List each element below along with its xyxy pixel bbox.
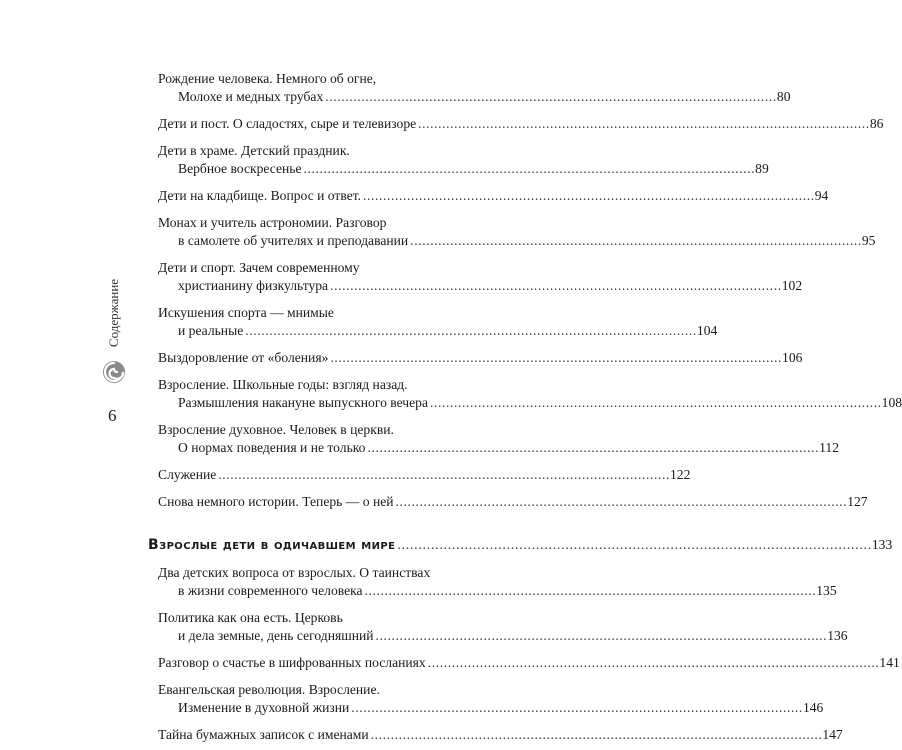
entry-page: 135 [816,583,837,598]
dot-leader [376,628,826,643]
toc-entry [148,609,848,645]
toc-entry [148,259,803,295]
dot-leader [410,233,860,248]
entry-page: 122 [669,467,691,482]
toc-entry [148,304,718,340]
entry-last-line [148,277,803,295]
dot-leader [325,89,775,104]
toc-entry [148,142,769,178]
entry-page: 112 [819,440,840,455]
entry-last-line [148,232,876,250]
entry-page: 106 [782,350,803,365]
entry-title: Тайна бумажных записок с именами [158,727,369,742]
entry-title: Изменение в духовной жизни [178,700,350,715]
entry-last-line [148,160,769,178]
dot-leader [245,323,695,338]
running-head-text: Содержание [106,278,121,348]
toc-entry [148,349,803,367]
entry-page: 147 [822,727,843,742]
dot-leader [330,350,780,365]
toc-entry [148,654,900,672]
entry-title: Молохе и медных трубах [178,89,324,104]
entry-last-line [148,627,848,645]
toc-entry [148,681,824,717]
entry-title-line: Искушения спорта — мнимые [158,305,334,320]
entry-page: 94 [814,188,829,203]
entry-title: Дети и пост. О сладостях, сыре и телевизоре [158,116,417,131]
dot-leader [363,188,813,203]
entry-page: 127 [847,494,868,509]
entry-title: в жизни современного человека [178,583,363,598]
entry-title-line: Евангельская революция. Взросление. [158,682,380,697]
entry-title: Разговор о счастье в шифрованных посланиях [158,655,426,670]
toc-entry [148,564,837,600]
dot-leader [365,583,815,598]
section-heading [148,536,893,555]
entry-last-line [148,88,791,106]
entry-title-line: Дети и спорт. Зачем современному [158,260,360,275]
toc-entry [148,493,868,511]
entry-title: О нормах поведения и не только [178,440,366,455]
entry-title-line: Политика как она есть. Церковь [158,610,343,625]
dot-leader [428,655,878,670]
entry-title-line: Взросление. Школьные годы: взгляд назад. [158,377,408,392]
entry-title: христианину физкультура [178,278,329,293]
dot-leader [351,700,801,715]
entry-last-line [148,699,824,717]
entry-title: Выздоровление от «боления» [158,350,329,365]
toc-entry [148,187,829,205]
entry-title-line: Рождение человека. Немного об огне, [158,71,377,86]
entry-title: в самолете об учителях и преподавании [178,233,409,248]
toc-entries [148,70,902,511]
page-number: 6 [108,406,117,425]
toc-entry [148,376,902,412]
entry-title: и реальные [178,323,244,338]
publisher-swirl-icon [102,360,126,384]
entry-title: Снова немного истории. Теперь — о ней [158,494,394,509]
entry-last-line [148,439,840,457]
entry-last-line [148,654,900,672]
toc-entry [148,726,843,744]
entry-last-line [148,322,718,340]
toc-entry [148,421,840,457]
entry-page: 141 [879,655,900,670]
entry-last-line [148,115,884,133]
running-head [104,268,124,358]
section-page: 133 [871,537,893,552]
entry-last-line [148,582,837,600]
entry-last-line [148,187,829,205]
dot-leader [330,278,780,293]
dot-leader [304,161,754,176]
dot-leader [367,440,817,455]
entry-page: 146 [802,700,824,715]
toc-entry [148,70,791,106]
entry-page: 80 [776,89,791,104]
entry-title-line: Взросление духовное. Человек в церкви. [158,422,394,437]
entry-title: и дела земные, день сегодняшний [178,628,374,643]
dot-leader [371,727,821,742]
entry-last-line [148,394,902,412]
entry-last-line [148,349,803,367]
entry-last-line [148,466,691,484]
dot-leader [396,494,846,509]
entry-title-line: Два детских вопроса от взрослых. О таинствах [158,565,431,580]
entry-title: Вербное воскресенье [178,161,302,176]
entry-title-line: Монах и учитель астрономии. Разговор [158,215,387,230]
dot-leader [397,537,870,555]
toc-entry [148,115,884,133]
entry-title-line: Дети в храме. Детский праздник. [158,143,350,158]
entry-page: 89 [755,161,769,176]
dot-leader [430,395,880,410]
table-of-contents [148,70,902,744]
entry-title: Дети на кладбище. Вопрос и ответ. [158,188,362,203]
entry-page: 102 [781,278,803,293]
entry-title: Размышления накануне выпускного вечера [178,395,429,410]
section-entries [148,564,900,744]
entry-last-line [148,726,843,744]
entry-page: 104 [696,323,718,338]
toc-entry [148,466,691,484]
entry-last-line [148,493,868,511]
dot-leader [218,467,668,482]
entry-page: 136 [827,628,848,643]
entry-page: 95 [861,233,876,248]
dot-leader [418,116,868,131]
entry-page: 108 [881,395,902,410]
entry-title: Служение [158,467,217,482]
section-title: Взрослые дети в одичавшем мире [148,537,396,553]
toc-entry [148,214,876,250]
entry-page: 86 [869,116,884,131]
